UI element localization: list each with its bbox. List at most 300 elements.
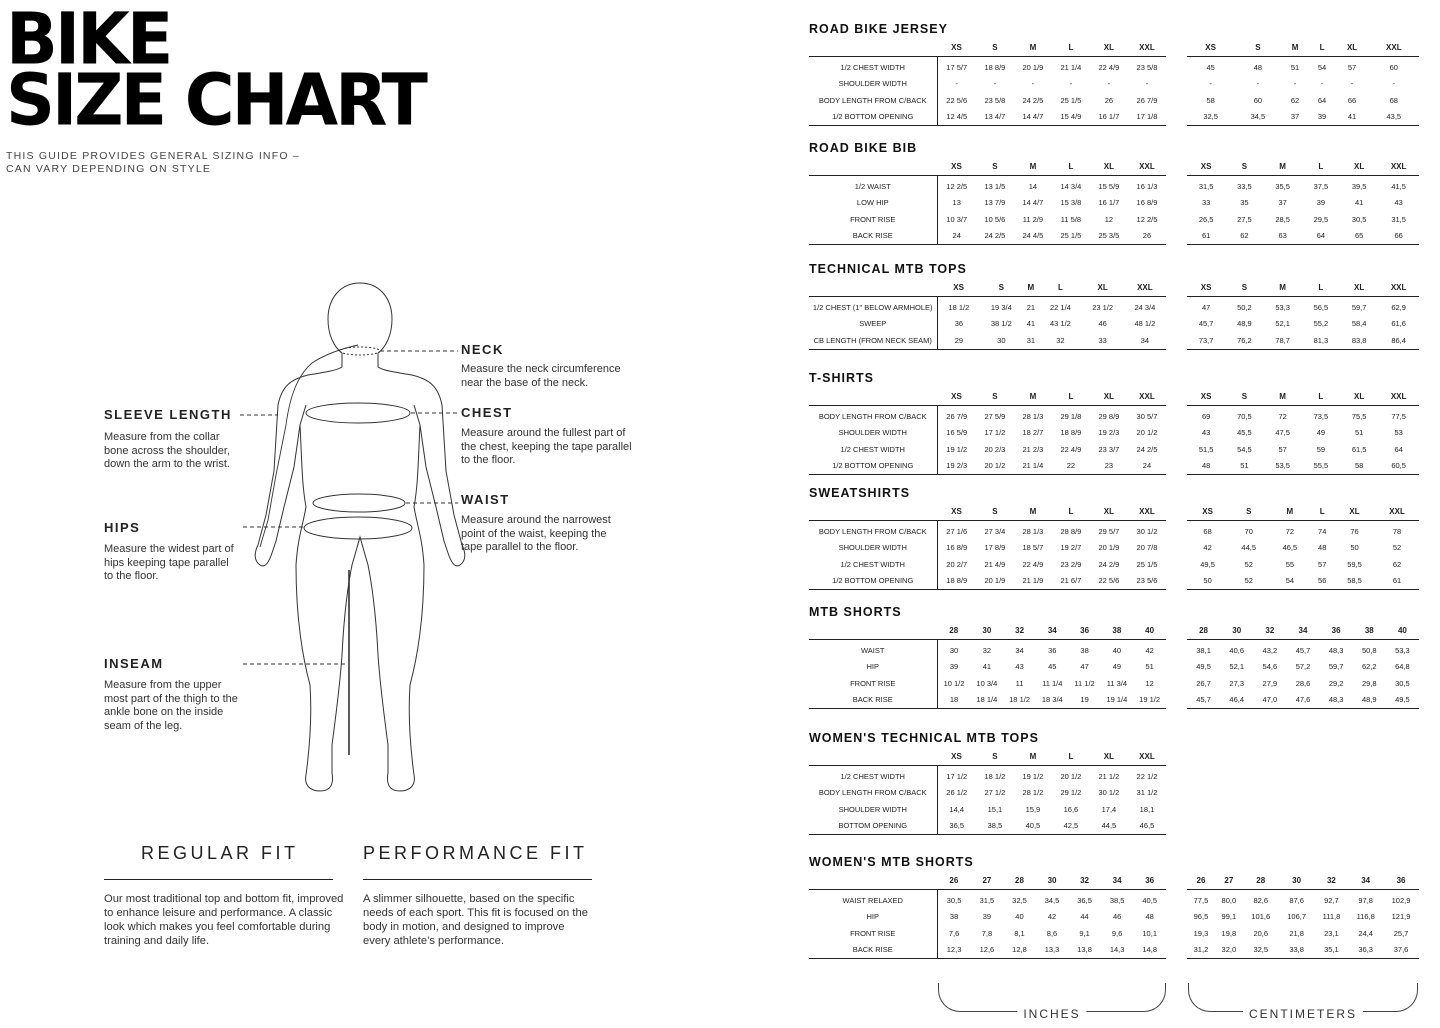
table-cell: 30 1/2 [1136,526,1158,536]
size-header: XL [1090,158,1128,176]
table-cell: 28,6 [1295,678,1311,688]
table-cell: 44 [1080,912,1089,922]
corner-cell [809,872,937,890]
table-cell: 38,1 [1196,645,1211,655]
table-cell: 18 2/7 [1022,428,1044,438]
table-cell: 23 2/9 [1060,559,1082,569]
centimeters-table [1187,622,1419,709]
table-row [1187,211,1419,228]
table-cell: 52 [1392,543,1402,553]
section-title: MTB SHORTS [809,605,902,619]
table-cell: 40 [1015,912,1024,922]
inches-table [809,503,1166,590]
size-header: M [1264,158,1302,176]
table-cell: 45,5 [1237,428,1252,438]
table-cell: 27 1/6 [937,521,976,540]
table-cell: 27 3/4 [984,526,1006,536]
table-cell: 32 [1039,332,1081,349]
size-header: 32 [1068,872,1101,890]
centimeters-table [1187,279,1419,350]
table-cell: 121,9 [1391,912,1411,922]
table-cell: 20 1/9 [1098,543,1120,553]
row-label: FRONT RISE [850,214,896,224]
row-label: SWEEP [859,319,887,329]
table-cell: 53 [1394,428,1403,438]
table-cell: 29 5/7 [1098,526,1120,536]
table-cell: 69 [1201,411,1211,421]
table-row [1187,540,1419,557]
table-cell: 26 [1104,95,1114,105]
table-cell: 48,9 [1353,692,1386,709]
inches-table [809,622,1166,709]
table-cell: 45 [1206,62,1215,72]
table-cell: 28 1/3 [1022,526,1044,536]
table-cell: 14 4/7 [1022,198,1044,208]
size-header: XXL [1378,279,1419,297]
section-women-s-mtb-shorts [807,853,1427,955]
table-row [809,801,1166,818]
row-label: 1/2 BOTTOM OPENING [809,573,937,590]
table-cell: 34 [1015,645,1024,655]
table-cell: 7,6 [937,925,971,942]
table-cell: 18 1/2 [1003,692,1036,709]
page-title [6,0,425,143]
size-header: XS [1187,279,1225,297]
table-cell: 33 [1082,332,1124,349]
table-cell: 10 1/2 [937,675,971,692]
table-cell: 51,5 [1198,444,1214,454]
size-header: 34 [1348,872,1383,890]
size-header: S [1225,158,1263,176]
table-cell: 52,1 [1275,319,1290,329]
size-header: 32 [1003,622,1036,640]
table-cell: 60 [1389,62,1398,72]
table-cell: 13 [937,195,976,212]
table-cell: 62 [1392,559,1402,569]
size-header: XXL [1128,39,1166,57]
table-cell: 11 1/4 [1042,678,1063,688]
size-header: XS [937,39,976,57]
row-label: LOW HIP [856,198,889,208]
table-cell: 48 [1253,62,1263,72]
table-cell: 44,5 [1241,543,1257,553]
table-cell: 39,5 [1351,181,1367,191]
table-cell: 48 1/2 [1134,319,1156,329]
table-row [1187,76,1419,93]
table-cell: 39 [937,659,971,676]
row-label: BODY LENGTH FROM C/BACK [809,521,937,540]
table-row [1187,332,1419,349]
table-cell: 29 1/8 [1060,411,1082,421]
table-cell: 21 4/9 [984,559,1006,569]
table-cell: 21,8 [1289,928,1304,938]
table-row [1187,909,1419,926]
row-label: 1/2 BOTTOM OPENING [809,458,937,475]
size-header: XXL [1375,503,1419,521]
table-cell: 61,5 [1351,444,1367,454]
row-label: BOTTOM OPENING [809,818,937,835]
size-header: XL [1090,503,1128,521]
table-cell: 46,5 [1282,543,1298,553]
table-row [1187,640,1419,659]
table-cell: 35 [1240,198,1249,208]
table-cell: 31,5 [1391,214,1406,224]
table-row [809,540,1166,557]
table-cell: 29,8 [1361,678,1377,688]
table-cell: 40,6 [1229,645,1245,655]
table-row [1187,890,1419,909]
table-cell: 51 [1290,62,1300,72]
section-title: WOMEN'S TECHNICAL MTB TOPS [809,731,1039,745]
table-cell: 49 [1112,662,1122,672]
table-cell: 34,5 [1044,895,1060,905]
table-cell: 54,5 [1237,444,1252,454]
body-outline-illustration [240,275,480,805]
table-cell: 61,6 [1391,319,1406,329]
section-title: SWEATSHIRTS [809,486,911,500]
table-cell: 34,5 [1234,109,1281,126]
table-cell: 21 1/9 [1014,573,1052,590]
corner-cell [809,39,937,57]
table-cell: 9,6 [1111,928,1123,938]
size-header: XXL [1128,388,1166,406]
table-cell: 60,5 [1378,458,1419,475]
row-label: 1/2 CHEST WIDTH [840,559,905,569]
table-cell: 37 [1282,109,1309,126]
table-cell: - [1145,79,1149,89]
size-header: M [1014,39,1052,57]
table-cell: 24 2/5 [1136,444,1158,454]
table-cell: 53,3 [1395,645,1410,655]
table-cell: 61 [1375,573,1419,590]
size-header: S [1234,39,1281,57]
table-cell: 22 4/9 [1022,559,1044,569]
table-cell: 49,5 [1200,559,1215,569]
table-cell: 55,5 [1302,458,1340,475]
table-cell: 48,9 [1237,319,1252,329]
table-cell: 64 [1317,95,1327,105]
table-cell: 21 1/2 [1098,771,1120,781]
size-header: XL [1082,279,1124,297]
table-cell: 23 5/6 [1128,573,1166,590]
table-cell: 23 5/8 [984,95,1006,105]
table-cell: 19,8 [1221,928,1237,938]
table-cell: 16 1/7 [1090,109,1128,126]
table-cell: 40,5 [1142,895,1157,905]
size-header: XL [1090,748,1128,766]
table-cell: 12 2/5 [1136,214,1158,224]
table-row [1187,659,1419,676]
table-cell: 14 3/4 [1060,181,1082,191]
table-cell: 111,8 [1322,912,1341,922]
table-row [809,573,1166,590]
size-header: XS [937,503,976,521]
table-cell: 40,5 [1014,818,1052,835]
table-row [809,785,1166,802]
table-cell: 49,5 [1196,662,1211,672]
size-header: M [1264,279,1302,297]
table-cell: 14,8 [1133,942,1166,959]
table-cell: 12,3 [937,942,971,959]
table-cell: 19 1/2 [937,441,976,458]
table-cell: 23 5/8 [1136,62,1158,72]
size-header: M [1022,279,1039,297]
table-row [809,211,1166,228]
table-cell: 14 4/7 [1014,109,1052,126]
size-header: 28 [937,622,971,640]
row-label: 1/2 WAIST [809,176,937,195]
inseam-description: Measure from the upper most part of the thigh to the ankle bone on the inside seam of the leg. [104,679,238,732]
table-cell: 73,7 [1187,332,1225,349]
table-row [809,925,1166,942]
size-header: XXL [1128,503,1166,521]
inches-table [809,748,1166,835]
table-cell: 13 1/5 [984,181,1006,191]
table-cell: 56,5 [1313,302,1329,312]
table-cell: 28,5 [1275,214,1290,224]
section-road-bike-bib [807,139,1427,241]
centimeters-table [1187,158,1419,245]
table-cell: 33,5 [1237,181,1252,191]
table-row [1187,692,1419,709]
size-header: XXL [1378,388,1419,406]
table-cell: 43 [1201,428,1211,438]
table-cell: 16,6 [1063,804,1079,814]
table-row [809,176,1166,195]
size-header: 36 [1383,872,1419,890]
table-cell: 12 4/5 [937,109,976,126]
table-cell: 24,4 [1358,928,1373,938]
table-cell: 20 1/2 [1136,428,1158,438]
row-label: BACK RISE [809,942,937,959]
size-header: S [1225,279,1263,297]
neck-description: Measure the neck circumference near the base of the neck. [461,363,621,389]
table-cell: 41 [1026,319,1036,329]
table-cell: 17 1/8 [1128,109,1166,126]
table-cell: 50 [1350,543,1359,553]
table-cell: 29 [937,332,980,349]
row-label: 1/2 CHEST WIDTH [840,444,905,454]
table-row [809,818,1166,835]
table-cell: 46 [1112,912,1122,922]
size-header: M [1014,388,1052,406]
table-cell: 17 1/2 [984,428,1006,438]
table-cell: 59,7 [1351,302,1367,312]
table-cell: 19 1/2 [1022,771,1044,781]
table-cell: 47 [1080,662,1089,672]
table-cell: 8,1 [1014,928,1025,938]
table-cell: 59,5 [1347,559,1362,569]
table-row [1187,675,1419,692]
table-cell: 48 [1187,458,1225,475]
table-cell: 28 8/9 [1060,526,1082,536]
table-cell: 38,5 [976,818,1014,835]
table-cell: 27,3 [1229,678,1245,688]
size-header: 28 [1187,622,1220,640]
table-cell: 19 1/4 [1101,692,1134,709]
size-header: XS [937,388,976,406]
table-cell: 39 [1309,109,1336,126]
table-cell: 74 [1318,526,1327,536]
table-row [1187,521,1419,540]
table-row [809,92,1166,109]
table-cell: - [1293,79,1297,89]
table-row [809,441,1166,458]
table-cell: 20 1/2 [1060,771,1082,781]
table-cell: 20 7/8 [1136,543,1158,553]
inches-table [809,279,1166,350]
table-cell: 31 [1022,332,1039,349]
table-cell: 27,9 [1262,678,1278,688]
table-row [1187,556,1419,573]
row-label: 1/2 CHEST (1" BELOW ARMHOLE) [809,297,937,316]
hips-description: Measure the widest part of hips keeping tape parallel to the floor. [104,543,234,582]
table-cell: 32,5 [1012,895,1027,905]
table-cell: 24 [937,228,976,245]
table-cell: 11 2/9 [1022,214,1044,224]
table-cell: 10,1 [1142,928,1157,938]
table-cell: 7,8 [981,928,993,938]
inches-bracket [938,983,1166,1021]
table-cell: 76,2 [1225,332,1263,349]
table-cell: 30,5 [937,890,971,909]
row-label: BODY LENGTH FROM C/BACK [818,95,927,105]
table-cell: 18,1 [1139,804,1155,814]
table-cell: 42 [1145,645,1154,655]
table-row [809,332,1166,349]
table-cell: 10 3/4 [976,678,998,688]
table-cell: 62,2 [1361,662,1377,672]
table-cell: 76 [1350,526,1359,536]
table-cell: - [1107,79,1111,89]
table-row [1187,942,1419,959]
table-cell: 19 2/7 [1060,543,1082,553]
corner-cell [809,158,937,176]
size-header: M [1269,503,1310,521]
table-cell: 92,7 [1324,895,1339,905]
table-cell: 48,3 [1328,645,1344,655]
table-cell: 54 [1269,573,1310,590]
section-title: WOMEN'S MTB SHORTS [809,855,974,869]
table-cell: 59,7 [1328,662,1344,672]
size-header: XL [1336,39,1369,57]
table-cell: 14 [1028,181,1038,191]
size-header: 30 [1220,622,1253,640]
table-cell: 52,1 [1229,662,1245,672]
table-cell: 26 1/2 [937,785,976,802]
waist-label: WAIST [461,492,510,507]
table-row [809,109,1166,126]
table-cell: 42 [1047,912,1057,922]
row-label: WAIST RELAXED [809,890,937,909]
section-title: ROAD BIKE BIB [809,141,918,155]
size-header: XL [1090,388,1128,406]
table-cell: 25 1/5 [1136,559,1158,569]
size-header: L [1052,158,1090,176]
page-subtitle [6,150,300,176]
table-row [809,692,1166,709]
row-label: BODY LENGTH FROM C/BACK [809,406,937,425]
table-cell: 30 5/7 [1136,411,1158,421]
table-row [809,556,1166,573]
table-row [809,76,1166,93]
row-label: HIP [866,912,879,922]
table-cell: 50,8 [1361,645,1377,655]
section-title: ROAD BIKE JERSEY [809,22,948,36]
table-cell: 24 2/5 [1022,95,1044,105]
table-row [809,659,1166,676]
table-cell: 21 6/7 [1052,573,1090,590]
centimeters-table [1187,503,1419,590]
table-cell: 24 2/9 [1098,559,1120,569]
corner-cell [809,388,937,406]
table-cell: 31,5 [979,895,995,905]
table-cell: 15,1 [987,804,1003,814]
table-cell: 37,6 [1383,942,1419,959]
table-cell: 21 1/4 [1014,458,1052,475]
row-label: SHOULDER WIDTH [838,804,907,814]
table-cell: 58 [1206,95,1215,105]
table-cell: 19 2/3 [1098,428,1120,438]
table-cell: 19 3/4 [990,302,1012,312]
size-header: 26 [1187,872,1215,890]
row-label: BACK RISE [809,692,937,709]
table-cell: 12 [1145,678,1154,688]
inseam-label: INSEAM [104,656,164,671]
neck-label: NECK [461,342,504,357]
table-cell: 22 5/6 [937,92,976,109]
table-cell: 23 3/7 [1098,444,1120,454]
table-cell: 18 1/2 [937,297,980,316]
corner-cell [809,748,937,766]
table-cell: 64 [1302,228,1340,245]
size-header: 38 [1101,622,1134,640]
table-cell: 17 1/2 [937,766,976,785]
table-cell: 68 [1203,526,1212,536]
size-header: L [1302,388,1340,406]
table-row [809,228,1166,245]
table-cell: 18 [937,692,971,709]
table-cell: 20 2/7 [937,556,976,573]
size-header: 26 [937,872,971,890]
table-cell: 12 2/5 [937,176,976,195]
inches-table [809,388,1166,475]
table-cell: 16 1/3 [1136,181,1158,191]
table-cell: 86,4 [1378,332,1419,349]
table-cell: 62,9 [1391,302,1406,312]
size-header: S [976,503,1014,521]
size-header: L [1052,503,1090,521]
table-cell: 30 [980,332,1022,349]
centimeters-table [1187,39,1419,126]
table-cell: 22 5/6 [1090,573,1128,590]
size-header: S [976,158,1014,176]
table-cell: 99,1 [1221,912,1237,922]
table-row [1187,458,1419,475]
table-cell: 57,2 [1295,662,1311,672]
table-cell: 16 5/9 [937,425,976,442]
table-cell: - [1320,79,1324,89]
table-cell: 41,5 [1391,181,1406,191]
table-cell: 38 [937,909,971,926]
table-cell: 40 [1112,645,1122,655]
table-cell: 43,2 [1262,645,1278,655]
sleeve-length-description: Measure from the collar bone across the shoulder, down the arm to the wrist. [104,431,230,470]
table-cell: 13 4/7 [976,109,1014,126]
size-header: XS [1187,503,1228,521]
row-label: WAIST [809,640,937,659]
table-row [1187,109,1419,126]
